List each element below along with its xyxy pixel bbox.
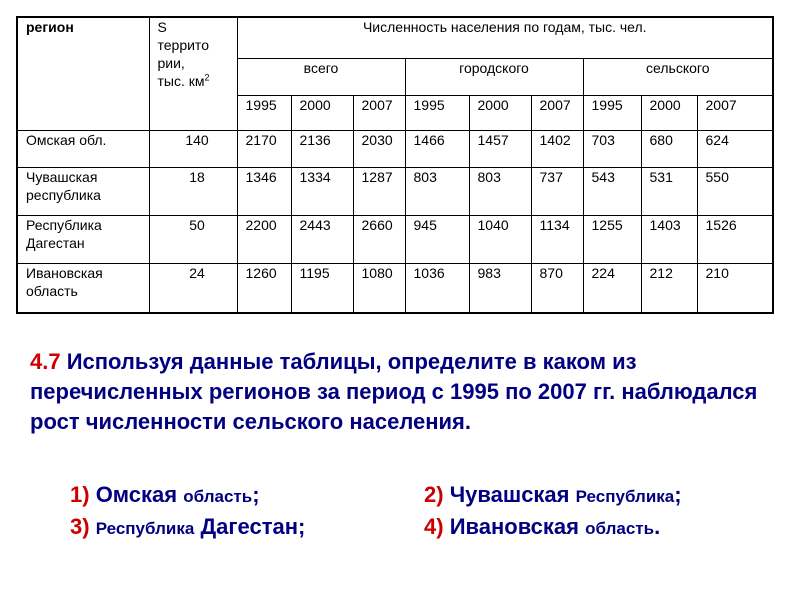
- region-name: Чувашская республика: [17, 168, 149, 216]
- header-year: 1995: [405, 96, 469, 131]
- value-cell: 1255: [583, 216, 641, 264]
- header-year: 2007: [697, 96, 773, 131]
- task-number: 4.7: [30, 349, 61, 374]
- header-group-total: всего: [237, 59, 405, 96]
- task-question: [30, 347, 770, 437]
- value-cell: 1346: [237, 168, 291, 216]
- region-name: Республика Дагестан: [17, 216, 149, 264]
- header-group-urban: городского: [405, 59, 583, 96]
- region-name: Ивановская область: [17, 264, 149, 314]
- value-cell: 2660: [353, 216, 405, 264]
- region-area: 24: [149, 264, 237, 314]
- value-cell: 945: [405, 216, 469, 264]
- table-row: [17, 264, 773, 314]
- value-cell: 2170: [237, 131, 291, 168]
- answer-option-3[interactable]: 3) Республика Дагестан;: [70, 514, 306, 539]
- value-cell: 1287: [353, 168, 405, 216]
- value-cell: 1134: [531, 216, 583, 264]
- table-row: [17, 216, 773, 264]
- header-population: Численность населения по годам, тыс. чел.: [237, 17, 773, 59]
- answer-options-row: [70, 512, 790, 544]
- value-cell: 703: [583, 131, 641, 168]
- value-cell: 624: [697, 131, 773, 168]
- answer-options-row: [70, 480, 790, 512]
- value-cell: 1466: [405, 131, 469, 168]
- answer-option-2[interactable]: 2) Чувашская Республика;: [424, 482, 682, 507]
- value-cell: 1334: [291, 168, 353, 216]
- value-cell: 1260: [237, 264, 291, 314]
- header-year: 1995: [237, 96, 291, 131]
- header-year: 2000: [291, 96, 353, 131]
- value-cell: 983: [469, 264, 531, 314]
- header-year: 2007: [353, 96, 405, 131]
- value-cell: 1036: [405, 264, 469, 314]
- value-cell: 210: [697, 264, 773, 314]
- answer-option-1[interactable]: 1) Омская область;: [70, 482, 260, 507]
- value-cell: 1457: [469, 131, 531, 168]
- value-cell: 550: [697, 168, 773, 216]
- answer-option-4[interactable]: 4) Ивановская область.: [424, 514, 661, 539]
- value-cell: 2200: [237, 216, 291, 264]
- header-year: 2000: [641, 96, 697, 131]
- value-cell: 543: [583, 168, 641, 216]
- header-area: S террито рии, тыс. $км^2$: [149, 17, 237, 131]
- header-group-rural: сельского: [583, 59, 773, 96]
- header-year: 1995: [583, 96, 641, 131]
- value-cell: 1195: [291, 264, 353, 314]
- region-name: Омская обл.: [17, 131, 149, 168]
- value-cell: 1403: [641, 216, 697, 264]
- value-cell: 2443: [291, 216, 353, 264]
- value-cell: 2136: [291, 131, 353, 168]
- value-cell: 803: [405, 168, 469, 216]
- value-cell: 531: [641, 168, 697, 216]
- value-cell: 1040: [469, 216, 531, 264]
- value-cell: 1080: [353, 264, 405, 314]
- region-area: 50: [149, 216, 237, 264]
- value-cell: 803: [469, 168, 531, 216]
- header-year: 2007: [531, 96, 583, 131]
- table-row: [17, 131, 773, 168]
- region-area: 18: [149, 168, 237, 216]
- task-text: Используя данные таблицы, определите в каком из перечисленных регионов за период с 1995 по 2007 гг. наблюдался рост численности сельского населения.: [30, 349, 758, 434]
- value-cell: 737: [531, 168, 583, 216]
- value-cell: 1526: [697, 216, 773, 264]
- region-area: 140: [149, 131, 237, 168]
- header-year: 2000: [469, 96, 531, 131]
- value-cell: 212: [641, 264, 697, 314]
- value-cell: 870: [531, 264, 583, 314]
- value-cell: 1402: [531, 131, 583, 168]
- value-cell: 2030: [353, 131, 405, 168]
- population-table: [16, 16, 774, 314]
- header-region: регион: [17, 17, 149, 131]
- table-row: [17, 168, 773, 216]
- value-cell: 680: [641, 131, 697, 168]
- value-cell: 224: [583, 264, 641, 314]
